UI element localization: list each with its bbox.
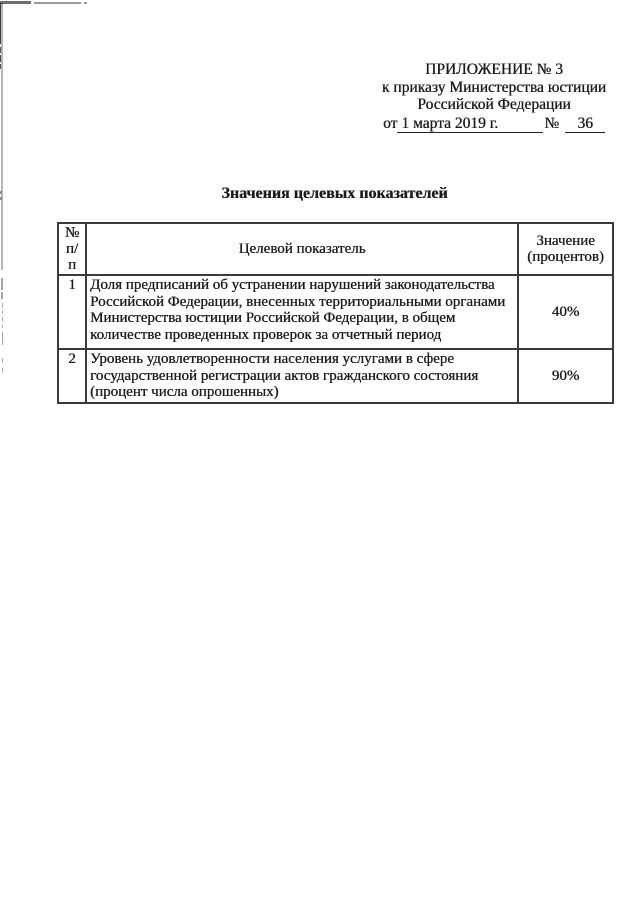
header-cell-value: [518, 223, 613, 275]
number-blank-underline: [565, 115, 605, 134]
date-prefix-label: от: [383, 114, 398, 132]
header-number-line1: №: [64, 225, 80, 241]
order-number-value: 36: [577, 114, 593, 132]
order-date-line: [374, 115, 614, 134]
header-number-line2: п/п: [65, 241, 79, 273]
order-date-value: 1 марта 2019 г.: [401, 114, 499, 132]
scan-artifact-left-line: [1, 4, 3, 270]
row-indicator-cell: Доля предписаний об устранении нарушений законодательства Российской Федерации, внесенных территориальными органами Министерства юстиции Российской Федерации, в общем количестве проведенных проверок за отчетный период: [86, 275, 518, 349]
row-indicator-cell: Уровень удовлетворенности населения услугами в сфере государственной регистрации актов гражданского состояния (процент числа опрошенных): [86, 349, 518, 403]
header-cell-number: [58, 223, 86, 275]
scan-artifact-left-dot: [1, 292, 3, 299]
scan-artifact-top-line: [0, 1, 31, 4]
header-value-line1: Значение: [536, 233, 595, 249]
target-indicators-table: [57, 222, 614, 404]
scan-artifact-left-dot: [2, 358, 4, 363]
scan-artifact-top-tick: [84, 2, 87, 4]
appendix-header-block: [374, 61, 614, 133]
document-title: Значения целевых показателей: [221, 185, 448, 202]
order-reference-line: к приказу Министерства юстиции: [381, 78, 607, 96]
row-number-cell: 2: [58, 349, 86, 403]
table-row: [58, 349, 613, 403]
table-row: [58, 275, 613, 349]
row-value-cell: 40%: [518, 275, 613, 349]
scan-artifact-left-dot: [2, 325, 4, 328]
scan-artifact-left-dot: [2, 310, 4, 314]
scan-artifact-left-dot: [2, 303, 4, 308]
row-value-cell: 90%: [518, 349, 613, 403]
scan-artifact-top-line: [34, 2, 81, 4]
scan-artifact-left-dot: [2, 368, 4, 373]
number-sign: №: [544, 114, 560, 132]
appendix-number-line: ПРИЛОЖЕНИЕ № 3: [425, 61, 563, 78]
header-value-line2: (процентов): [527, 249, 604, 265]
date-blank-underline: [397, 115, 543, 134]
scan-artifact-left-dash: [0, 197, 2, 200]
scan-artifact-left-dash: [0, 191, 2, 194]
scan-artifact-left-dot: [2, 317, 4, 321]
scan-artifact-left-dot: [1, 278, 3, 290]
scan-artifact-left-dot: [2, 332, 4, 345]
ministry-line: Российской Федерации: [417, 96, 571, 113]
row-number-cell: 1: [58, 275, 86, 349]
header-cell-indicator: Целевой показатель: [86, 223, 518, 275]
table-header-row: [58, 223, 613, 275]
